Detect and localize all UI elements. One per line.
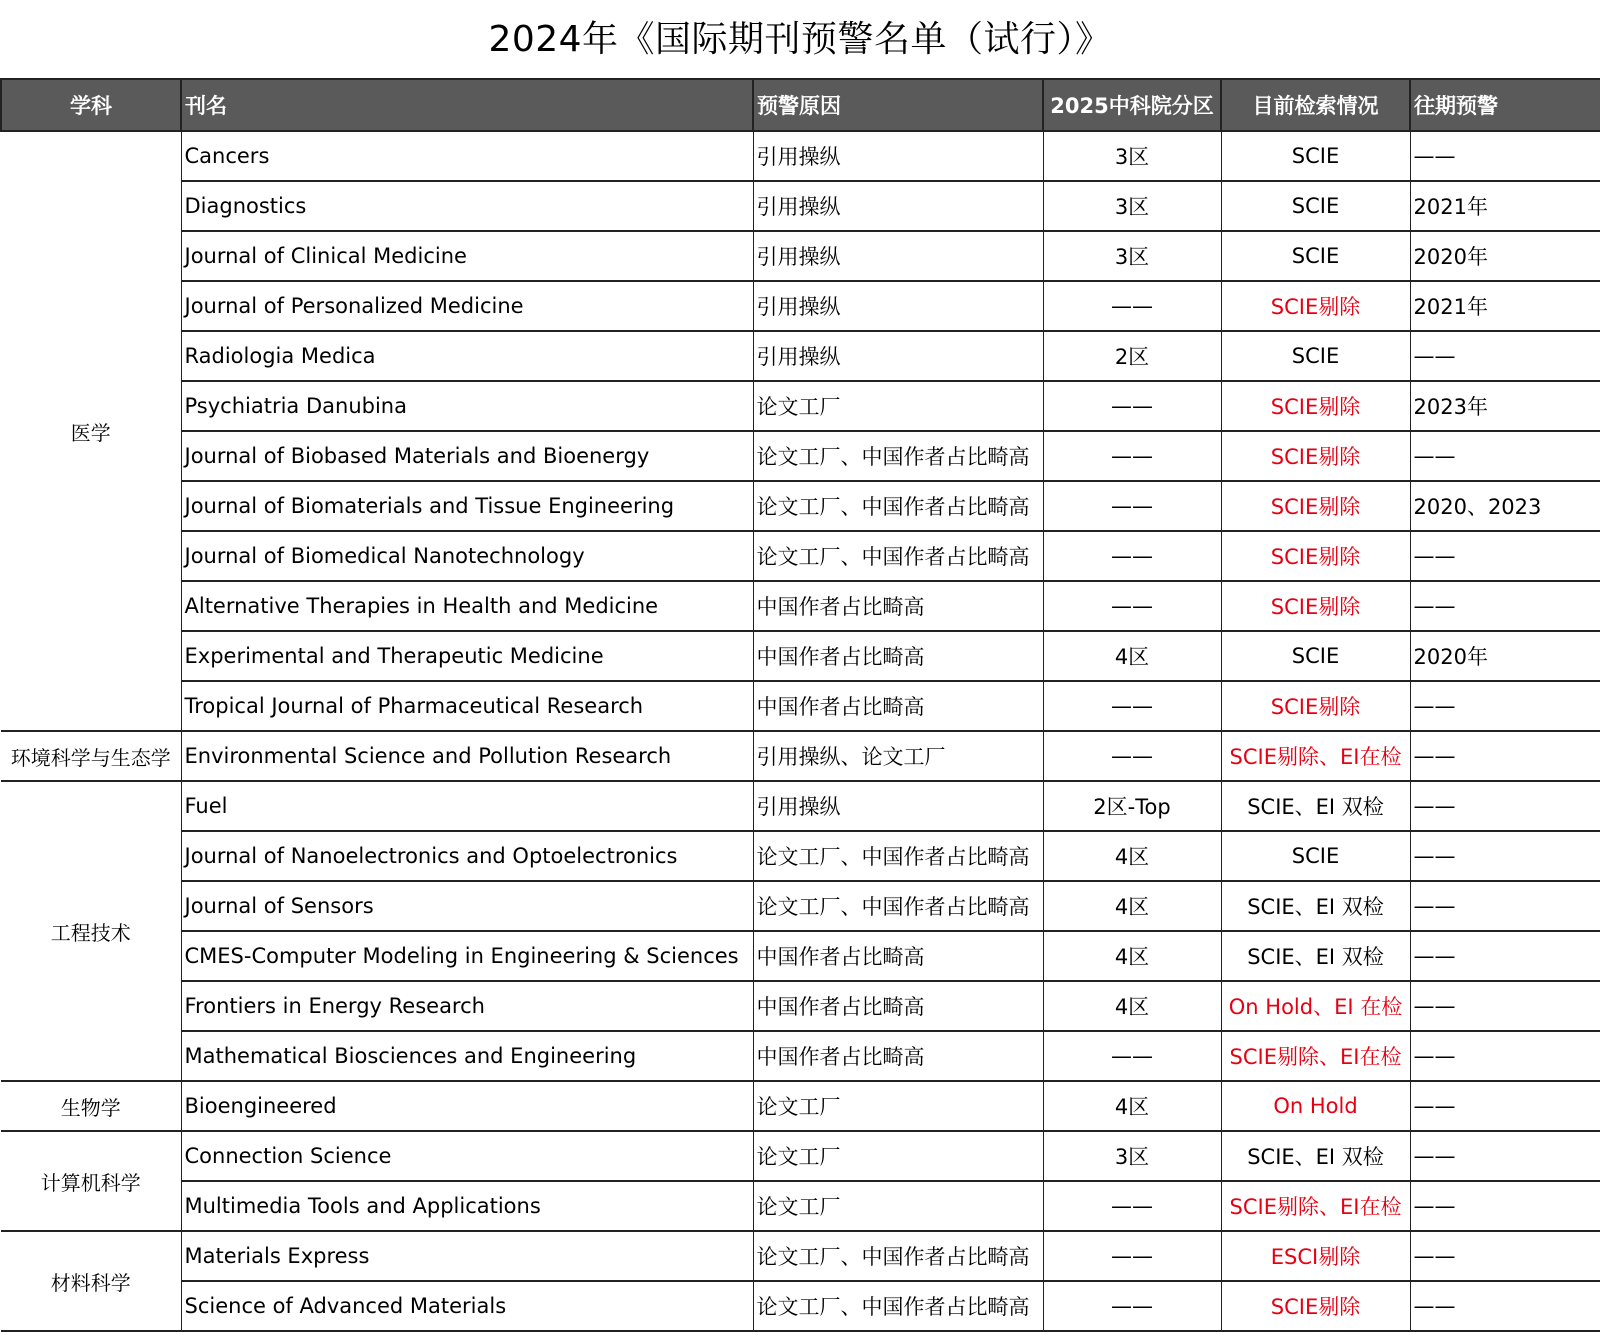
- previous-warning-cell: ——: [1410, 981, 1600, 1031]
- journal-name-cell: Journal of Biomedical Nanotechnology: [181, 531, 753, 581]
- table-row: [1, 231, 1600, 281]
- index-status-cell: On Hold、EI 在检: [1221, 981, 1410, 1031]
- journal-name-cell: Tropical Journal of Pharmaceutical Research: [181, 681, 753, 731]
- table-row: [1, 1281, 1600, 1331]
- journal-name-cell: Journal of Personalized Medicine: [181, 281, 753, 331]
- journal-name-cell: Alternative Therapies in Health and Medicine: [181, 581, 753, 631]
- previous-warning-cell: ——: [1410, 1081, 1600, 1131]
- table-row: [1, 181, 1600, 231]
- table-row: [1, 331, 1600, 381]
- cas-zone-cell: ——: [1043, 581, 1221, 631]
- warning-reason-cell: 论文工厂、中国作者占比畸高: [753, 431, 1043, 481]
- table-row: [1, 531, 1600, 581]
- subject-cell: 材料科学: [1, 1231, 181, 1331]
- warning-reason-cell: 论文工厂、中国作者占比畸高: [753, 481, 1043, 531]
- previous-warning-cell: ——: [1410, 1181, 1600, 1231]
- journal-name-cell: Psychiatria Danubina: [181, 381, 753, 431]
- journal-name-cell: Journal of Sensors: [181, 881, 753, 931]
- cas-zone-cell: ——: [1043, 1231, 1221, 1281]
- journal-warning-table: [0, 78, 1600, 1332]
- previous-warning-cell: ——: [1410, 531, 1600, 581]
- previous-warning-cell: ——: [1410, 1281, 1600, 1331]
- table-row: [1, 731, 1600, 781]
- previous-warning-cell: ——: [1410, 131, 1600, 181]
- journal-name-cell: Experimental and Therapeutic Medicine: [181, 631, 753, 681]
- cas-zone-cell: ——: [1043, 1031, 1221, 1081]
- previous-warning-cell: 2020年: [1410, 231, 1600, 281]
- previous-warning-cell: ——: [1410, 931, 1600, 981]
- index-status-cell: SCIE剔除: [1221, 581, 1410, 631]
- journal-name-cell: Multimedia Tools and Applications: [181, 1181, 753, 1231]
- table-row: [1, 1031, 1600, 1081]
- table-row: [1, 631, 1600, 681]
- header-subject: 学科: [1, 79, 181, 131]
- table-row: [1, 1131, 1600, 1181]
- index-status-cell: SCIE剔除: [1221, 531, 1410, 581]
- subject-cell: 生物学: [1, 1081, 181, 1131]
- journal-name-cell: Journal of Nanoelectronics and Optoelectronics: [181, 831, 753, 881]
- header-index-status: 目前检索情况: [1221, 79, 1410, 131]
- cas-zone-cell: ——: [1043, 481, 1221, 531]
- journal-name-cell: Connection Science: [181, 1131, 753, 1181]
- table-row: [1, 931, 1600, 981]
- warning-reason-cell: 引用操纵: [753, 231, 1043, 281]
- cas-zone-cell: ——: [1043, 281, 1221, 331]
- index-status-cell: ESCI剔除: [1221, 1231, 1410, 1281]
- cas-zone-cell: 2区-Top: [1043, 781, 1221, 831]
- warning-reason-cell: 论文工厂: [753, 1081, 1043, 1131]
- page-title: 2024年《国际期刊预警名单（试行）》: [488, 19, 1112, 60]
- index-status-cell: SCIE剔除、EI在检: [1221, 1181, 1410, 1231]
- subject-cell: 环境科学与生态学: [1, 731, 181, 781]
- table-body: [1, 131, 1600, 1331]
- table-row: [1, 1181, 1600, 1231]
- warning-reason-cell: 论文工厂: [753, 1131, 1043, 1181]
- warning-reason-cell: 引用操纵: [753, 281, 1043, 331]
- journal-name-cell: Cancers: [181, 131, 753, 181]
- warning-reason-cell: 中国作者占比畸高: [753, 1031, 1043, 1081]
- previous-warning-cell: ——: [1410, 681, 1600, 731]
- header-row: [1, 79, 1600, 131]
- warning-reason-cell: 引用操纵: [753, 181, 1043, 231]
- index-status-cell: SCIE剔除: [1221, 431, 1410, 481]
- cas-zone-cell: 4区: [1043, 981, 1221, 1031]
- warning-reason-cell: 论文工厂、中国作者占比畸高: [753, 881, 1043, 931]
- table-row: [1, 781, 1600, 831]
- previous-warning-cell: ——: [1410, 781, 1600, 831]
- table-row: [1, 481, 1600, 531]
- table-row: [1, 581, 1600, 631]
- table-row: [1, 281, 1600, 331]
- warning-reason-cell: 引用操纵、论文工厂: [753, 731, 1043, 781]
- warning-reason-cell: 引用操纵: [753, 131, 1043, 181]
- cas-zone-cell: 3区: [1043, 131, 1221, 181]
- index-status-cell: SCIE: [1221, 831, 1410, 881]
- journal-name-cell: Diagnostics: [181, 181, 753, 231]
- previous-warning-cell: ——: [1410, 831, 1600, 881]
- cas-zone-cell: 2区: [1043, 331, 1221, 381]
- journal-name-cell: Radiologia Medica: [181, 331, 753, 381]
- previous-warning-cell: 2020年: [1410, 631, 1600, 681]
- journal-name-cell: Environmental Science and Pollution Research: [181, 731, 753, 781]
- journal-name-cell: Bioengineered: [181, 1081, 753, 1131]
- journal-name-cell: Journal of Clinical Medicine: [181, 231, 753, 281]
- subject-cell: 医学: [1, 131, 181, 731]
- previous-warning-cell: ——: [1410, 1231, 1600, 1281]
- cas-zone-cell: ——: [1043, 431, 1221, 481]
- previous-warning-cell: 2021年: [1410, 281, 1600, 331]
- table-row: [1, 381, 1600, 431]
- cas-zone-cell: ——: [1043, 1181, 1221, 1231]
- journal-name-cell: Materials Express: [181, 1231, 753, 1281]
- warning-reason-cell: 中国作者占比畸高: [753, 631, 1043, 681]
- cas-zone-cell: ——: [1043, 531, 1221, 581]
- index-status-cell: SCIE剔除: [1221, 681, 1410, 731]
- previous-warning-cell: 2023年: [1410, 381, 1600, 431]
- cas-zone-cell: ——: [1043, 381, 1221, 431]
- previous-warning-cell: ——: [1410, 581, 1600, 631]
- previous-warning-cell: ——: [1410, 731, 1600, 781]
- previous-warning-cell: ——: [1410, 1031, 1600, 1081]
- index-status-cell: SCIE剔除、EI在检: [1221, 731, 1410, 781]
- index-status-cell: SCIE剔除: [1221, 1281, 1410, 1331]
- previous-warning-cell: 2020、2023: [1410, 481, 1600, 531]
- journal-name-cell: Fuel: [181, 781, 753, 831]
- warning-reason-cell: 论文工厂: [753, 381, 1043, 431]
- header-journal: 刊名: [181, 79, 753, 131]
- index-status-cell: SCIE: [1221, 631, 1410, 681]
- cas-zone-cell: 3区: [1043, 1131, 1221, 1181]
- header-reason: 预警原因: [753, 79, 1043, 131]
- cas-zone-cell: ——: [1043, 1281, 1221, 1331]
- table-row: [1, 431, 1600, 481]
- warning-reason-cell: 中国作者占比畸高: [753, 981, 1043, 1031]
- warning-reason-cell: 中国作者占比畸高: [753, 581, 1043, 631]
- index-status-cell: SCIE: [1221, 331, 1410, 381]
- previous-warning-cell: ——: [1410, 881, 1600, 931]
- journal-name-cell: CMES-Computer Modeling in Engineering & Sciences: [181, 931, 753, 981]
- cas-zone-cell: ——: [1043, 731, 1221, 781]
- previous-warning-cell: ——: [1410, 431, 1600, 481]
- index-status-cell: SCIE剔除: [1221, 381, 1410, 431]
- warning-reason-cell: 论文工厂、中国作者占比畸高: [753, 1231, 1043, 1281]
- subject-cell: 工程技术: [1, 781, 181, 1081]
- table-row: [1, 1231, 1600, 1281]
- index-status-cell: SCIE剔除: [1221, 481, 1410, 531]
- warning-reason-cell: 论文工厂、中国作者占比畸高: [753, 831, 1043, 881]
- header-cas-zone: 2025中科院分区: [1043, 79, 1221, 131]
- cas-zone-cell: 3区: [1043, 181, 1221, 231]
- index-status-cell: SCIE: [1221, 181, 1410, 231]
- warning-reason-cell: 论文工厂: [753, 1181, 1043, 1231]
- journal-name-cell: Journal of Biomaterials and Tissue Engineering: [181, 481, 753, 531]
- index-status-cell: SCIE、EI 双检: [1221, 781, 1410, 831]
- cas-zone-cell: 3区: [1043, 231, 1221, 281]
- cas-zone-cell: 4区: [1043, 831, 1221, 881]
- table-row: [1, 981, 1600, 1031]
- index-status-cell: SCIE剔除: [1221, 281, 1410, 331]
- previous-warning-cell: 2021年: [1410, 181, 1600, 231]
- index-status-cell: SCIE: [1221, 231, 1410, 281]
- warning-reason-cell: 论文工厂、中国作者占比畸高: [753, 531, 1043, 581]
- table-row: [1, 831, 1600, 881]
- table-row: [1, 881, 1600, 931]
- previous-warning-cell: ——: [1410, 1131, 1600, 1181]
- journal-name-cell: Science of Advanced Materials: [181, 1281, 753, 1331]
- warning-reason-cell: 中国作者占比畸高: [753, 681, 1043, 731]
- table-row: [1, 681, 1600, 731]
- previous-warning-cell: ——: [1410, 331, 1600, 381]
- index-status-cell: SCIE、EI 双检: [1221, 881, 1410, 931]
- table-row: [1, 131, 1600, 181]
- warning-reason-cell: 引用操纵: [753, 331, 1043, 381]
- cas-zone-cell: ——: [1043, 681, 1221, 731]
- header-previous-warning: 往期预警: [1410, 79, 1600, 131]
- warning-reason-cell: 论文工厂、中国作者占比畸高: [753, 1281, 1043, 1331]
- table-row: [1, 1081, 1600, 1131]
- cas-zone-cell: 4区: [1043, 1081, 1221, 1131]
- cas-zone-cell: 4区: [1043, 881, 1221, 931]
- index-status-cell: On Hold: [1221, 1081, 1410, 1131]
- index-status-cell: SCIE、EI 双检: [1221, 931, 1410, 981]
- table-header: [1, 79, 1600, 131]
- index-status-cell: SCIE: [1221, 131, 1410, 181]
- journal-name-cell: Frontiers in Energy Research: [181, 981, 753, 1031]
- journal-name-cell: Mathematical Biosciences and Engineering: [181, 1031, 753, 1081]
- index-status-cell: SCIE剔除、EI在检: [1221, 1031, 1410, 1081]
- journal-name-cell: Journal of Biobased Materials and Bioenergy: [181, 431, 753, 481]
- subject-cell: 计算机科学: [1, 1131, 181, 1231]
- index-status-cell: SCIE、EI 双检: [1221, 1131, 1410, 1181]
- warning-reason-cell: 引用操纵: [753, 781, 1043, 831]
- cas-zone-cell: 4区: [1043, 931, 1221, 981]
- cas-zone-cell: 4区: [1043, 631, 1221, 681]
- warning-reason-cell: 中国作者占比畸高: [753, 931, 1043, 981]
